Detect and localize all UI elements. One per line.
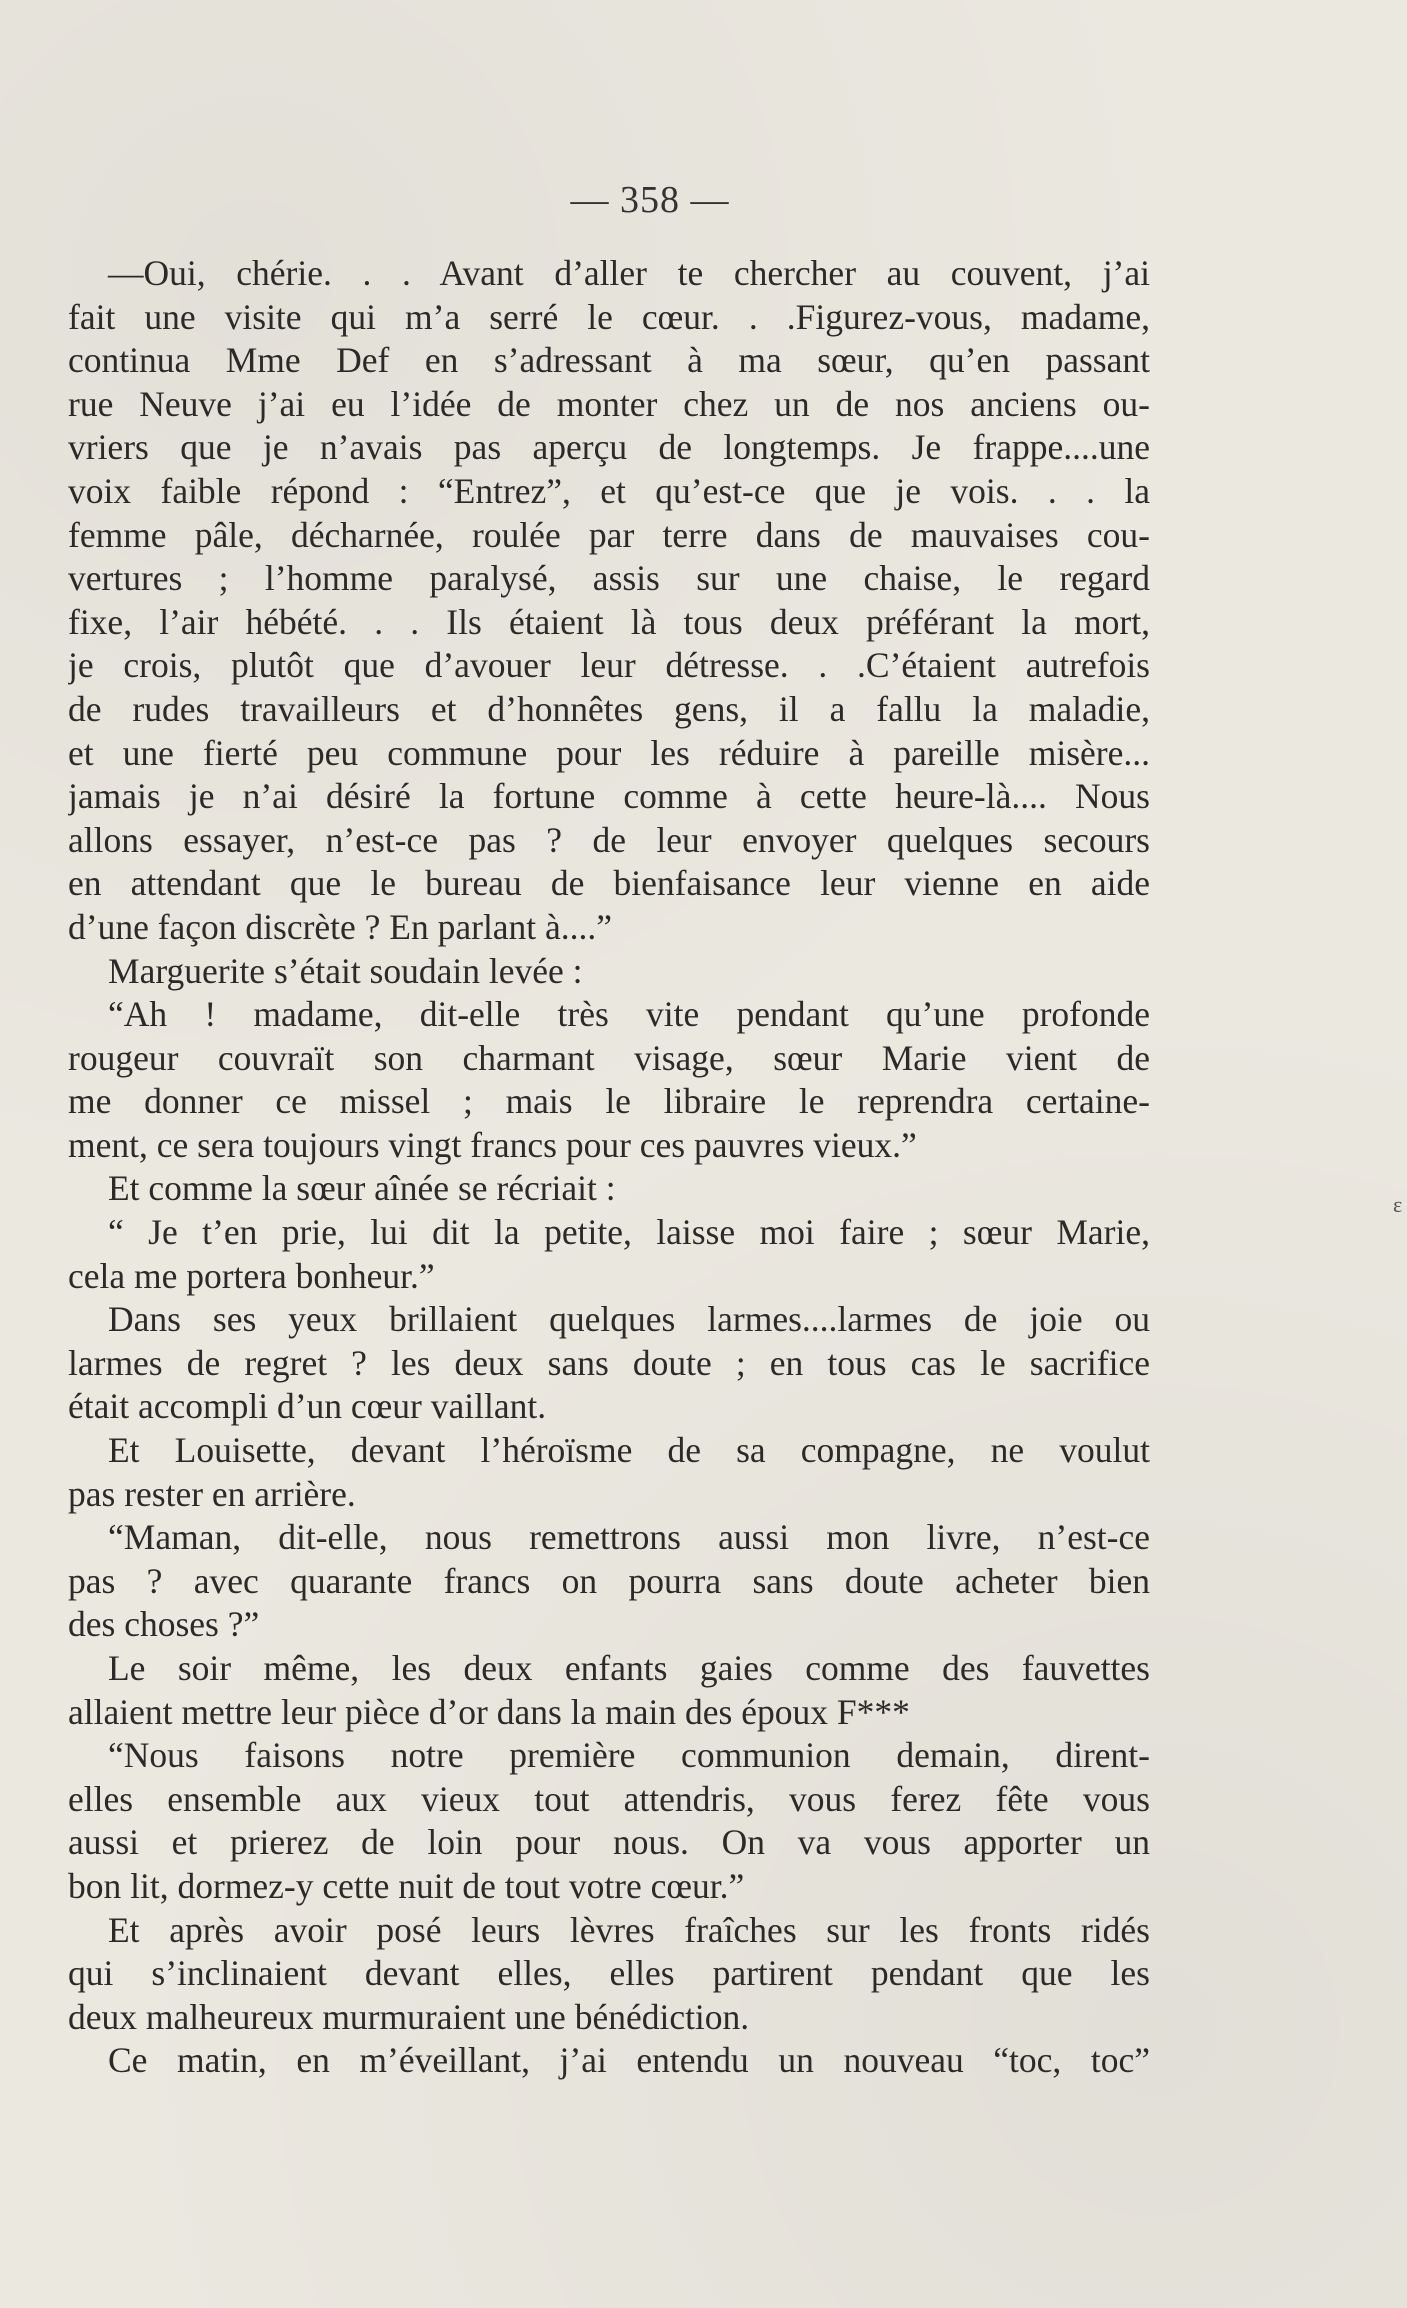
- text-line: Dans ses yeux brillaient quelques larmes....larmes de joie ou: [108, 1299, 1150, 1340]
- text-line: pas rester en arrière.: [68, 1473, 356, 1514]
- text-line: allons essayer, n’est-ce pas ? de leur envoyer quelques secours: [68, 819, 1150, 860]
- margin-mark: ε: [1393, 1192, 1403, 1217]
- text-line: me donner ce missel ; mais le libraire le reprendra certaine-: [68, 1081, 1150, 1122]
- text-line: bon lit, dormez-y cette nuit de tout votre cœur.”: [68, 1865, 745, 1906]
- text-line: qui s’inclinaient devant elles, elles partirent pendant que les: [68, 1953, 1150, 1994]
- page-text: [68, 252, 1150, 2083]
- text-line: Ce matin, en m’éveillant, j’ai entendu un nouveau “toc, toc”: [108, 2040, 1150, 2081]
- text-line: allaient mettre leur pièce d’or dans la main des époux F***: [68, 1691, 910, 1732]
- text-line: rue Neuve j’ai eu l’idée de monter chez un de nos anciens ou-: [68, 383, 1150, 424]
- text-line: “Nous faisons notre première communion demain, dirent-: [108, 1735, 1150, 1776]
- text-line: de rudes travailleurs et d’honnêtes gens, il a fallu la maladie,: [68, 688, 1150, 729]
- text-line: femme pâle, décharnée, roulée par terre dans de mauvaises cou-: [68, 514, 1150, 555]
- text-line: “Ah ! madame, dit-elle très vite pendant qu’une profonde: [108, 994, 1150, 1035]
- text-line: “ Je t’en prie, lui dit la petite, laisse moi faire ; sœur Marie,: [108, 1212, 1150, 1253]
- text-line: en attendant que le bureau de bienfaisance leur vienne en aide: [68, 863, 1150, 904]
- text-line: larmes de regret ? les deux sans doute ; en tous cas le sacrifice: [68, 1342, 1150, 1383]
- page-number: — 358 —: [570, 179, 730, 221]
- text-line: Et comme la sœur aînée se récriait :: [108, 1168, 616, 1209]
- text-line: et une fierté peu commune pour les réduire à pareille misère...: [68, 732, 1150, 773]
- text-line: “Maman, dit-elle, nous remettrons aussi mon livre, n’est-ce: [108, 1517, 1150, 1558]
- text-line: deux malheureux murmuraient une bénédiction.: [68, 1996, 750, 2037]
- text-line: vriers que je n’avais pas aperçu de longtemps. Je frappe....une: [68, 427, 1150, 468]
- text-line: rougeur couvraït son charmant visage, sœur Marie vient de: [68, 1037, 1150, 1078]
- text-line: jamais je n’ai désiré la fortune comme à cette heure-là.... Nous: [68, 776, 1150, 817]
- text-line: fixe, l’air hébété. . . Ils étaient là tous deux préférant la mort,: [68, 601, 1150, 642]
- text-line: je crois, plutôt que d’avouer leur détresse. . .C’étaient autrefois: [68, 645, 1150, 686]
- text-line: ment, ce sera toujours vingt francs pour ces pauvres vieux.”: [68, 1124, 917, 1165]
- text-line: continua Mme Def en s’adressant à ma sœur, qu’en passant: [68, 340, 1150, 381]
- text-line: Le soir même, les deux enfants gaies comme des fauvettes: [108, 1648, 1150, 1688]
- text-line: —Oui, chérie. . . Avant d’aller te chercher au couvent, j’ai: [108, 253, 1150, 293]
- text-line: des choses ?”: [68, 1604, 260, 1645]
- text-line: aussi et prierez de loin pour nous. On va vous apporter un: [68, 1822, 1150, 1863]
- text-line: était accompli d’un cœur vaillant.: [68, 1386, 547, 1427]
- text-line: vertures ; l’homme paralysé, assis sur une chaise, le regard: [68, 558, 1150, 599]
- text-line: pas ? avec quarante francs on pourra sans doute acheter bien: [68, 1560, 1150, 1601]
- text-line: fait une visite qui m’a serré le cœur. . .Figurez-vous, madame,: [68, 296, 1150, 337]
- text-line: voix faible répond : “Entrez”, et qu’est-ce que je vois. . . la: [68, 470, 1150, 511]
- text-line: cela me portera bonheur.”: [68, 1255, 435, 1296]
- text-line: elles ensemble aux vieux tout attendris, vous ferez fête vous: [68, 1778, 1150, 1819]
- text-line: Marguerite s’était soudain levée :: [108, 950, 583, 991]
- text-line: Et Louisette, devant l’héroïsme de sa compagne, ne voulut: [108, 1430, 1150, 1471]
- text-line: d’une façon discrète ? En parlant à....”: [68, 906, 613, 947]
- text-line: Et après avoir posé leurs lèvres fraîches sur les fronts ridés: [108, 1909, 1150, 1950]
